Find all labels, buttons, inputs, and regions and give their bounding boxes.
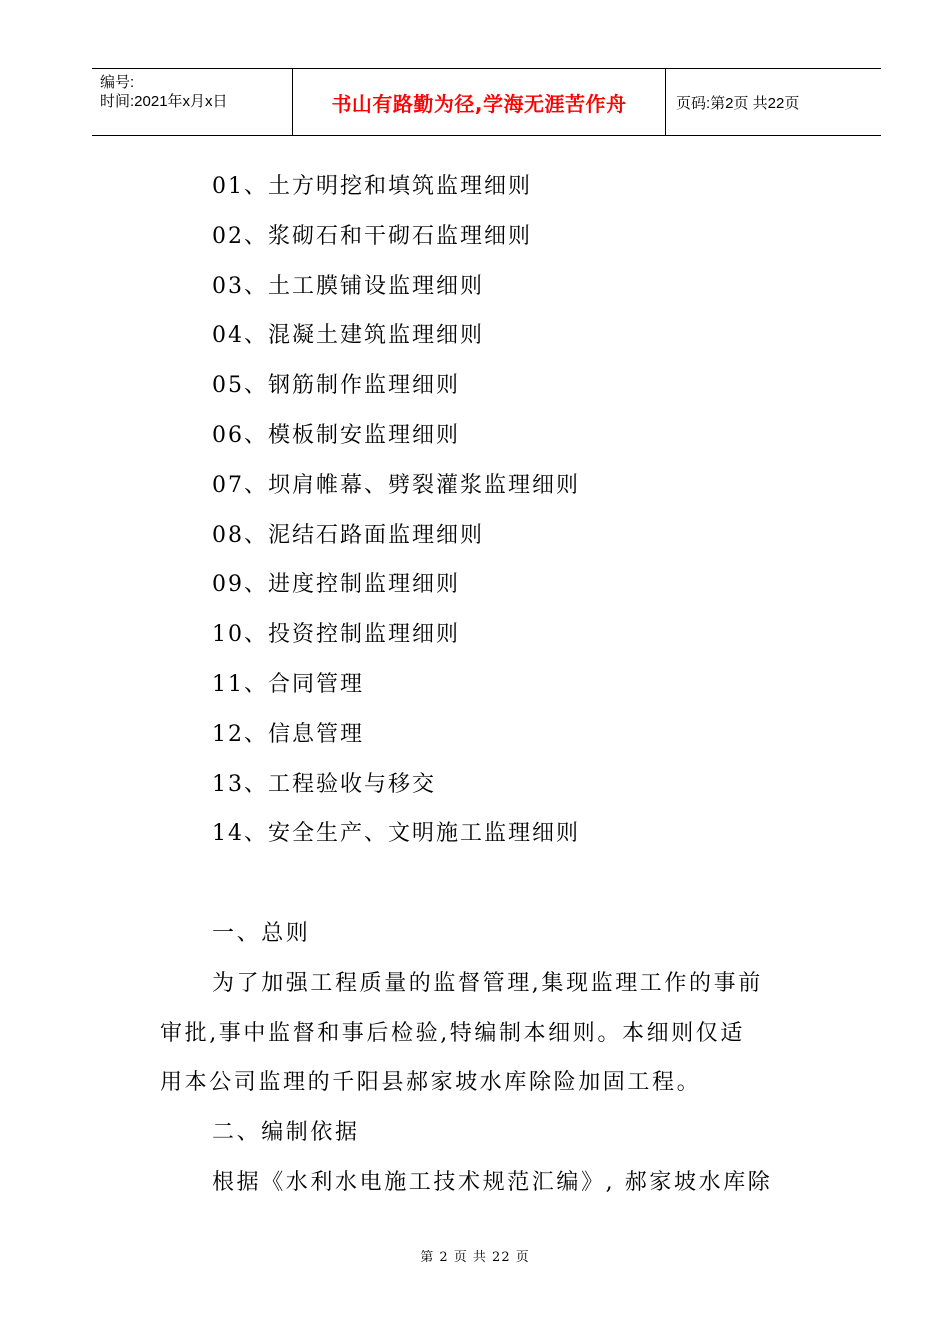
toc-item: 03、土工膜铺设监理细则	[212, 273, 484, 299]
toc-item: 13、工程验收与移交	[212, 771, 436, 797]
toc-item: 11、合同管理	[212, 671, 364, 697]
header-meta	[92, 69, 293, 135]
document-number-label: 编号:	[100, 74, 135, 91]
document-body	[160, 911, 815, 1210]
header-page-info: 页码:第2页 共22页	[676, 94, 800, 112]
toc-item: 12、信息管理	[212, 721, 364, 747]
section-heading-general: 一、总则	[212, 921, 311, 946]
toc-item: 02、浆砌石和干砌石监理细则	[212, 223, 532, 249]
document-time-label: 时间:2021年x月x日	[100, 93, 228, 110]
paragraph-line: 为了加强工程质量的监督管理,集现监理工作的事前	[212, 970, 763, 996]
toc-item: 14、安全生产、文明施工监理细则	[212, 821, 580, 847]
header-motto: 书山有路勤为径,学海无涯苦作舟	[293, 69, 666, 135]
section-heading-basis: 二、编制依据	[212, 1120, 360, 1146]
toc-item: 07、坝肩帷幕、劈裂灌浆监理细则	[212, 472, 580, 498]
toc-item: 05、钢筋制作监理细则	[212, 373, 460, 399]
toc-item: 01、土方明挖和填筑监理细则	[212, 174, 532, 199]
toc-item: 08、泥结石路面监理细则	[212, 522, 484, 548]
toc-item: 09、进度控制监理细则	[212, 572, 460, 598]
page-header	[92, 68, 881, 136]
page-footer: 第 2 页 共 22 页	[420, 1250, 530, 1265]
toc-item: 06、模板制安监理细则	[212, 422, 460, 448]
paragraph-line: 根据《水利水电施工技术规范汇编》, 郝家坡水库除	[212, 1169, 773, 1195]
paragraph-line: 审批,事中监督和事后检验,特编制本细则。本细则仅适	[160, 1020, 745, 1046]
paragraph-line: 用本公司监理的千阳县郝家坡水库除险加固工程。	[160, 1070, 702, 1096]
toc-item: 04、混凝土建筑监理细则	[212, 323, 484, 349]
toc-item: 10、投资控制监理细则	[212, 622, 460, 648]
table-of-contents	[212, 167, 580, 864]
